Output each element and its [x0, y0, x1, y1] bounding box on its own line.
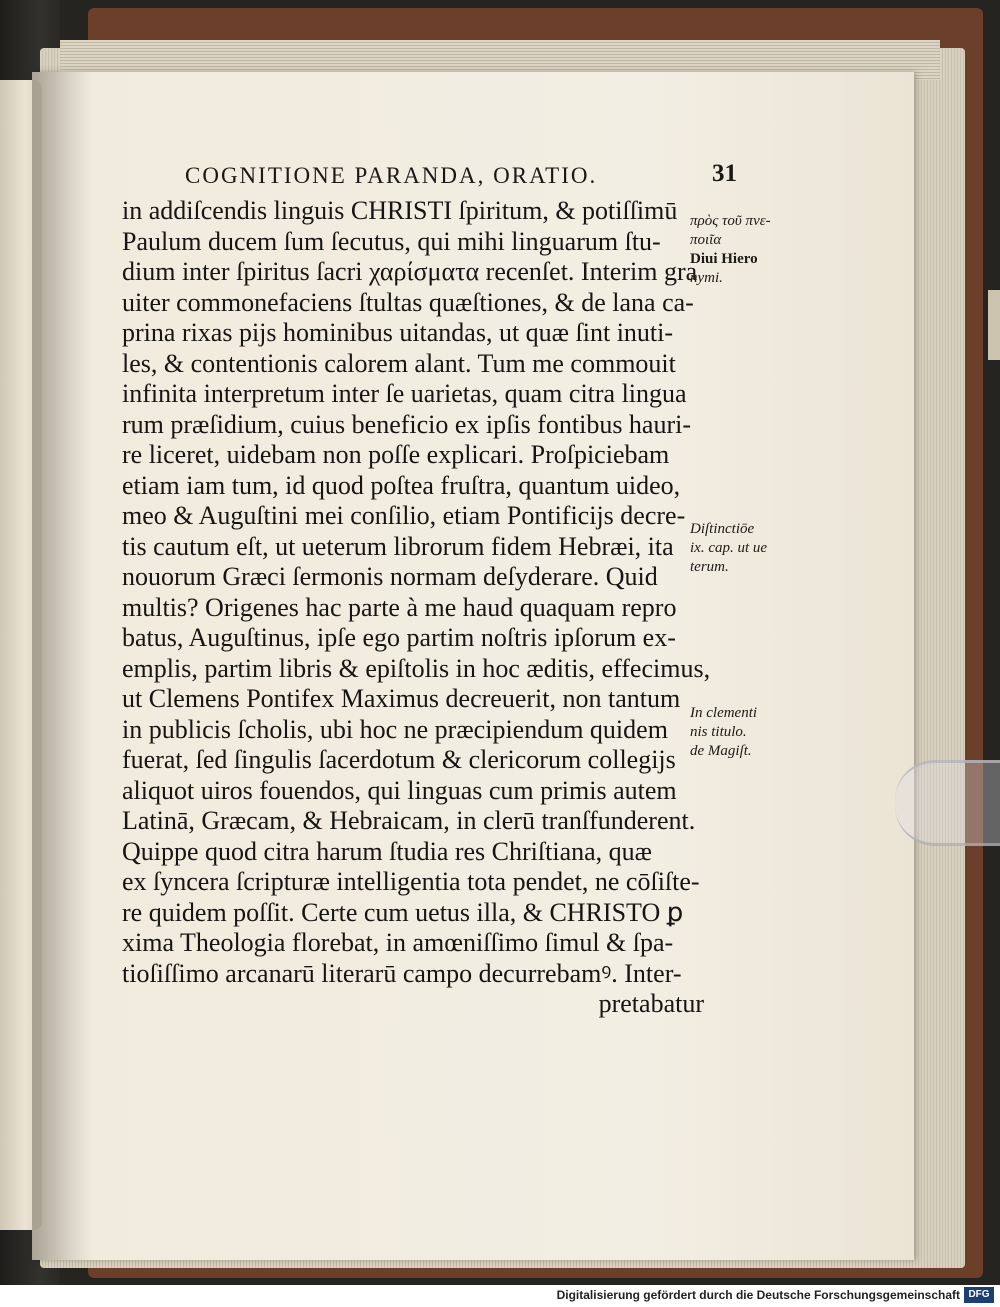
margin-note-line: terum. — [690, 559, 729, 575]
text-line: tis cautum eſt, ut ueterum librorum fidem Hebræi, ita — [122, 531, 674, 561]
margin-note-line: ποιῖα — [690, 232, 722, 248]
text-line: in addiſcendis linguis CHRISTI ſpiritum, & potiſſimū — [122, 196, 678, 225]
text-line: ex ſyncera ſcripturæ intelligentia tota pendet, ne cōſiſte- — [122, 867, 700, 896]
margin-note-line: ix. cap. ut ue — [690, 540, 768, 556]
running-head: COGNITIONE PARANDA, ORATIO. — [185, 163, 598, 188]
text-line: re quidem poſſit. Certe cum uetus illa, & CHRISTO ꝑ — [122, 897, 684, 927]
text-line: ut Clemens Pontifex Maximus decreuerit, non tantum — [122, 684, 681, 713]
text-line: Paulum ducem ſum ſecutus, qui mihi linguarum ſtu- — [122, 226, 661, 256]
page-number: 31 — [712, 160, 737, 187]
catchword: pretabatur — [598, 989, 704, 1018]
margin-note-line: nymi. — [690, 270, 723, 286]
margin-note-3 — [690, 704, 800, 761]
text-line: etiam iam tum, id quod poſtea fruſtra, quantum uideo, — [122, 470, 681, 500]
text-line: multis? Origenes hac parte à me haud quaquam repro — [122, 592, 677, 622]
gutter-shadow — [32, 72, 92, 1260]
body-text — [122, 196, 712, 1020]
text-line: nouorum Græci ſermonis normam deſyderare. Quid — [122, 562, 658, 591]
margin-note-line: πρὸς τοῦ πνε- — [690, 213, 771, 229]
text-line: infinita interpretum inter ſe uarietas, quam citra lingua — [122, 379, 687, 408]
text-line: les, & contentionis calorem alant. Tum me commouit — [122, 348, 676, 378]
text-line: Latinā, Græcam, & Hebraicam, in clerū tranſfunderent. — [122, 806, 696, 835]
text-line: in publicis ſcholis, ubi hoc ne præcipiendum quidem — [122, 714, 668, 744]
book-clip — [895, 760, 1000, 846]
text-line: fuerat, ſed ſingulis ſacerdotum & clericorum collegijs — [122, 745, 676, 774]
text-line: meo & Auguſtini mei conſilio, etiam Pontificijs decre- — [122, 501, 686, 530]
margin-note-line: nis titulo. — [690, 724, 747, 740]
text-line: aliquot uiros fouendos, qui linguas cum primis autem — [122, 775, 677, 805]
dfg-logo: DFG — [964, 1287, 994, 1303]
text-line: xima Theologia florebat, in amœniſſimo ſimul & ſpa- — [122, 928, 674, 957]
page-tab — [988, 290, 1000, 360]
margin-note-line: Diui Hiero — [690, 251, 758, 267]
text-line: rum præſidium, cuius beneficio ex ipſis fontibus hauri- — [122, 409, 692, 439]
text-line: uiter commonefaciens ſtultas quæſtiones, & de lana ca- — [122, 287, 694, 317]
text-line: tioſiſſimo arcanarū literarū campo decurrebamꝰ. Inter- — [122, 958, 682, 988]
text-line: Quippe quod citra harum ſtudia res Chriſtiana, quæ — [122, 836, 652, 866]
funding-credit: Digitalisierung gefördert durch die Deutsche Forschungsgemeinschaft — [556, 1288, 960, 1302]
text-line: dium inter ſpiritus ſacri χαρίσματα recenſet. Interim gra — [122, 257, 698, 286]
margin-note-line: de Magiſt. — [690, 743, 752, 759]
footer-bar — [0, 1285, 1000, 1307]
margin-note-line: In clementi — [690, 705, 758, 721]
margin-note-1 — [690, 212, 800, 288]
text-line: prina rixas pijs hominibus uitandas, ut quæ ſint inuti- — [122, 318, 674, 347]
text-line: batus, Auguſtinus, ipſe ego partim noſtris ipſorum ex- — [122, 623, 676, 652]
margin-note-line: Diſtinctiōe — [690, 521, 755, 537]
text-line: emplis, partim libris & epiſtolis in hoc æditis, effecimus, — [122, 653, 711, 683]
text-line: re liceret, uidebam non poſſe explicari. Proſpiciebam — [122, 440, 670, 469]
margin-note-2 — [690, 520, 800, 577]
